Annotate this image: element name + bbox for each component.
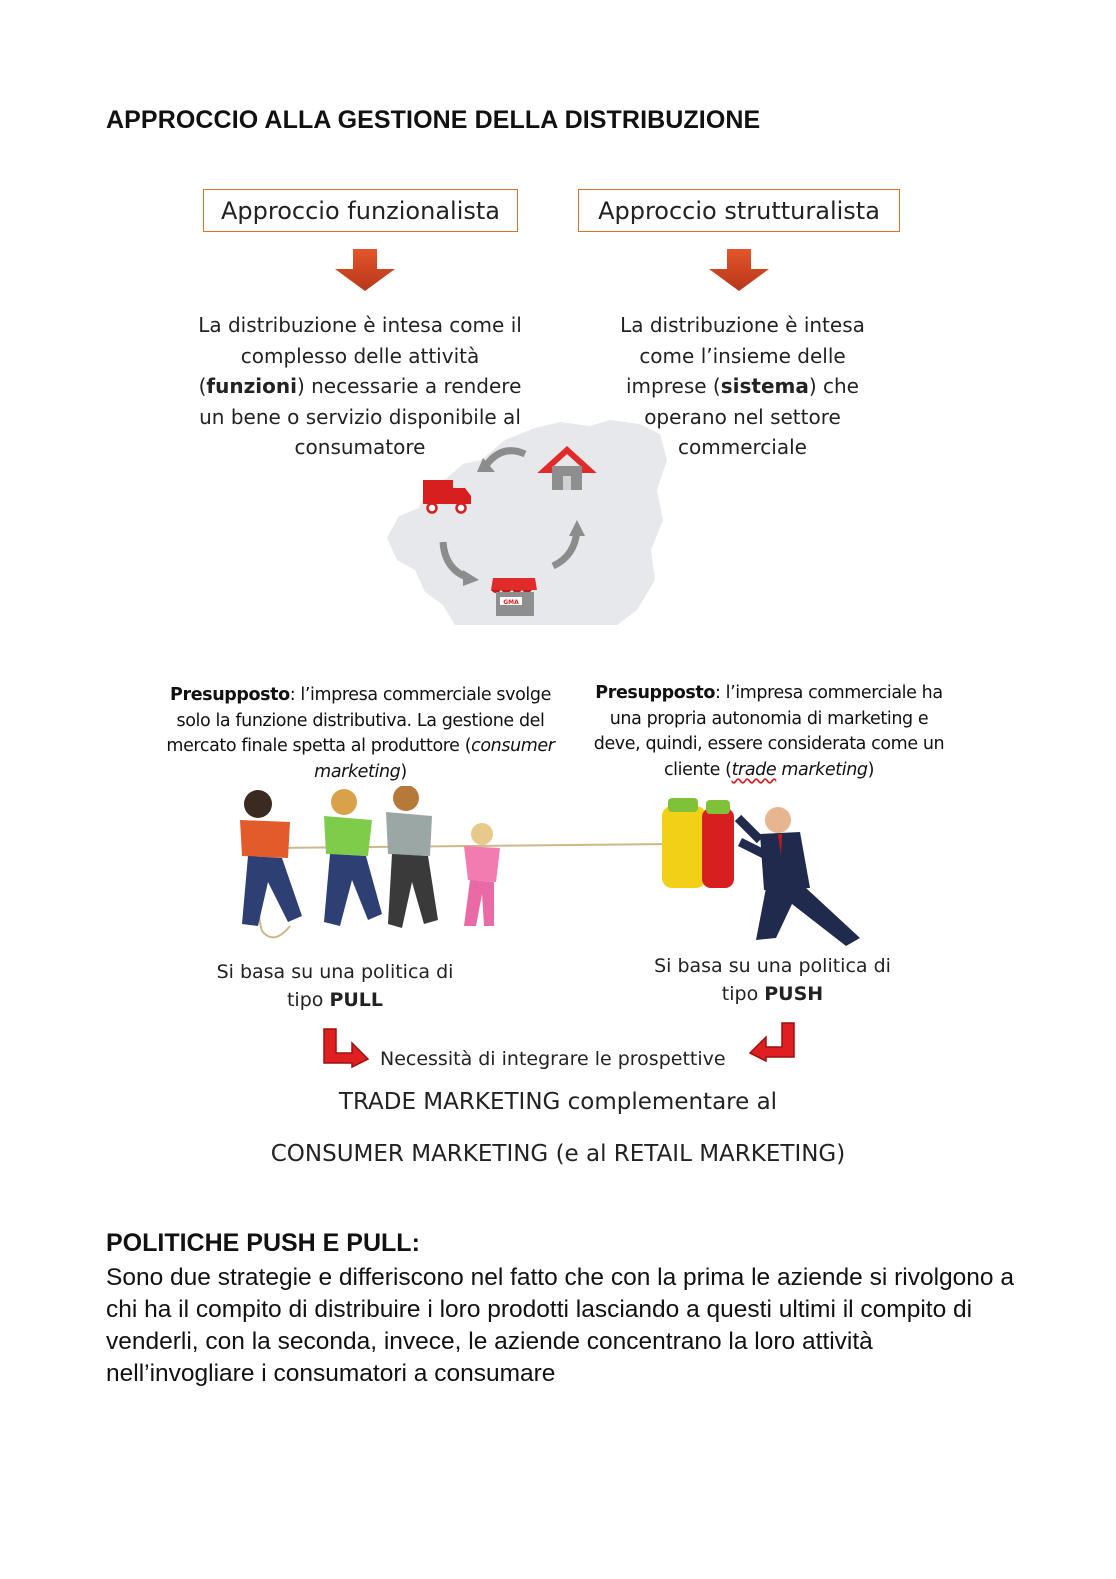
businessman-pushing-icon (738, 807, 860, 946)
funzionalista-description: La distribuzione è intesa come il complesso delle attività (funzioni) necessarie a rendere un bene o servizio disponibile al consumatore (198, 313, 522, 459)
bend-arrow-right-icon (322, 1027, 370, 1069)
product-bottles-icon (662, 798, 734, 888)
policy-pull-text: Si basa su una politica di tipo PULL (216, 961, 454, 1011)
person-pulling-icon (324, 789, 382, 926)
integration-text: Necessità di integrare le prospettive (380, 1048, 726, 1070)
down-arrow-right-icon (707, 249, 771, 293)
child-pulling-icon (464, 823, 500, 926)
presupposto-left: Presupposto: l’impresa commerciale svolge solo la funzione distributiva. La gestione del mercato finale spetta al produttore (consumer marketing) (166, 685, 555, 782)
policy-push-text: Si basa su una politica di tipo PUSH (654, 955, 891, 1005)
page-title: APPROCCIO ALLA GESTIONE DELLA DISTRIBUZIONE (106, 106, 761, 134)
store-sign-text: GMA (503, 599, 519, 606)
store-icon (491, 578, 537, 616)
presupposto-right: Presupposto: l’impresa commerciale ha una propria autonomia di marketing e deve, quindi, essere considerata come un cliente (trade marketing) (593, 683, 945, 780)
strutturalista-description: La distribuzione è intesa come l’insieme delle imprese (sistema) che operano nel settore commerciale (620, 313, 865, 459)
push-illustration (660, 798, 870, 950)
trade-marketing-line-1: TRADE MARKETING complementare al (338, 1089, 778, 1115)
person-pulling-icon (240, 790, 302, 926)
approach-funzionalista-box: Approccio funzionalista (203, 189, 518, 232)
section-title: POLITICHE PUSH E PULL: (106, 1229, 420, 1257)
approach-strutturalista-box: Approccio strutturalista (578, 189, 900, 232)
tug-of-war-illustration (232, 786, 672, 946)
section-paragraph: Sono due strategie e differiscono nel fatto che con la prima le aziende si rivolgono a chi ha il compito di distribuire i loro prodotti lasciando a questi ultimi il compito di venderli, con la seconda, invece, le aziende concentrano la loro attività nell’invogliare i consumatori a consumare (106, 1264, 1014, 1387)
trade-marketing-line-2: CONSUMER MARKETING (e al RETAIL MARKETING) (270, 1141, 846, 1167)
bend-arrow-left-icon (748, 1021, 796, 1063)
person-pulling-icon (386, 786, 438, 928)
down-arrow-left-icon (333, 249, 397, 293)
